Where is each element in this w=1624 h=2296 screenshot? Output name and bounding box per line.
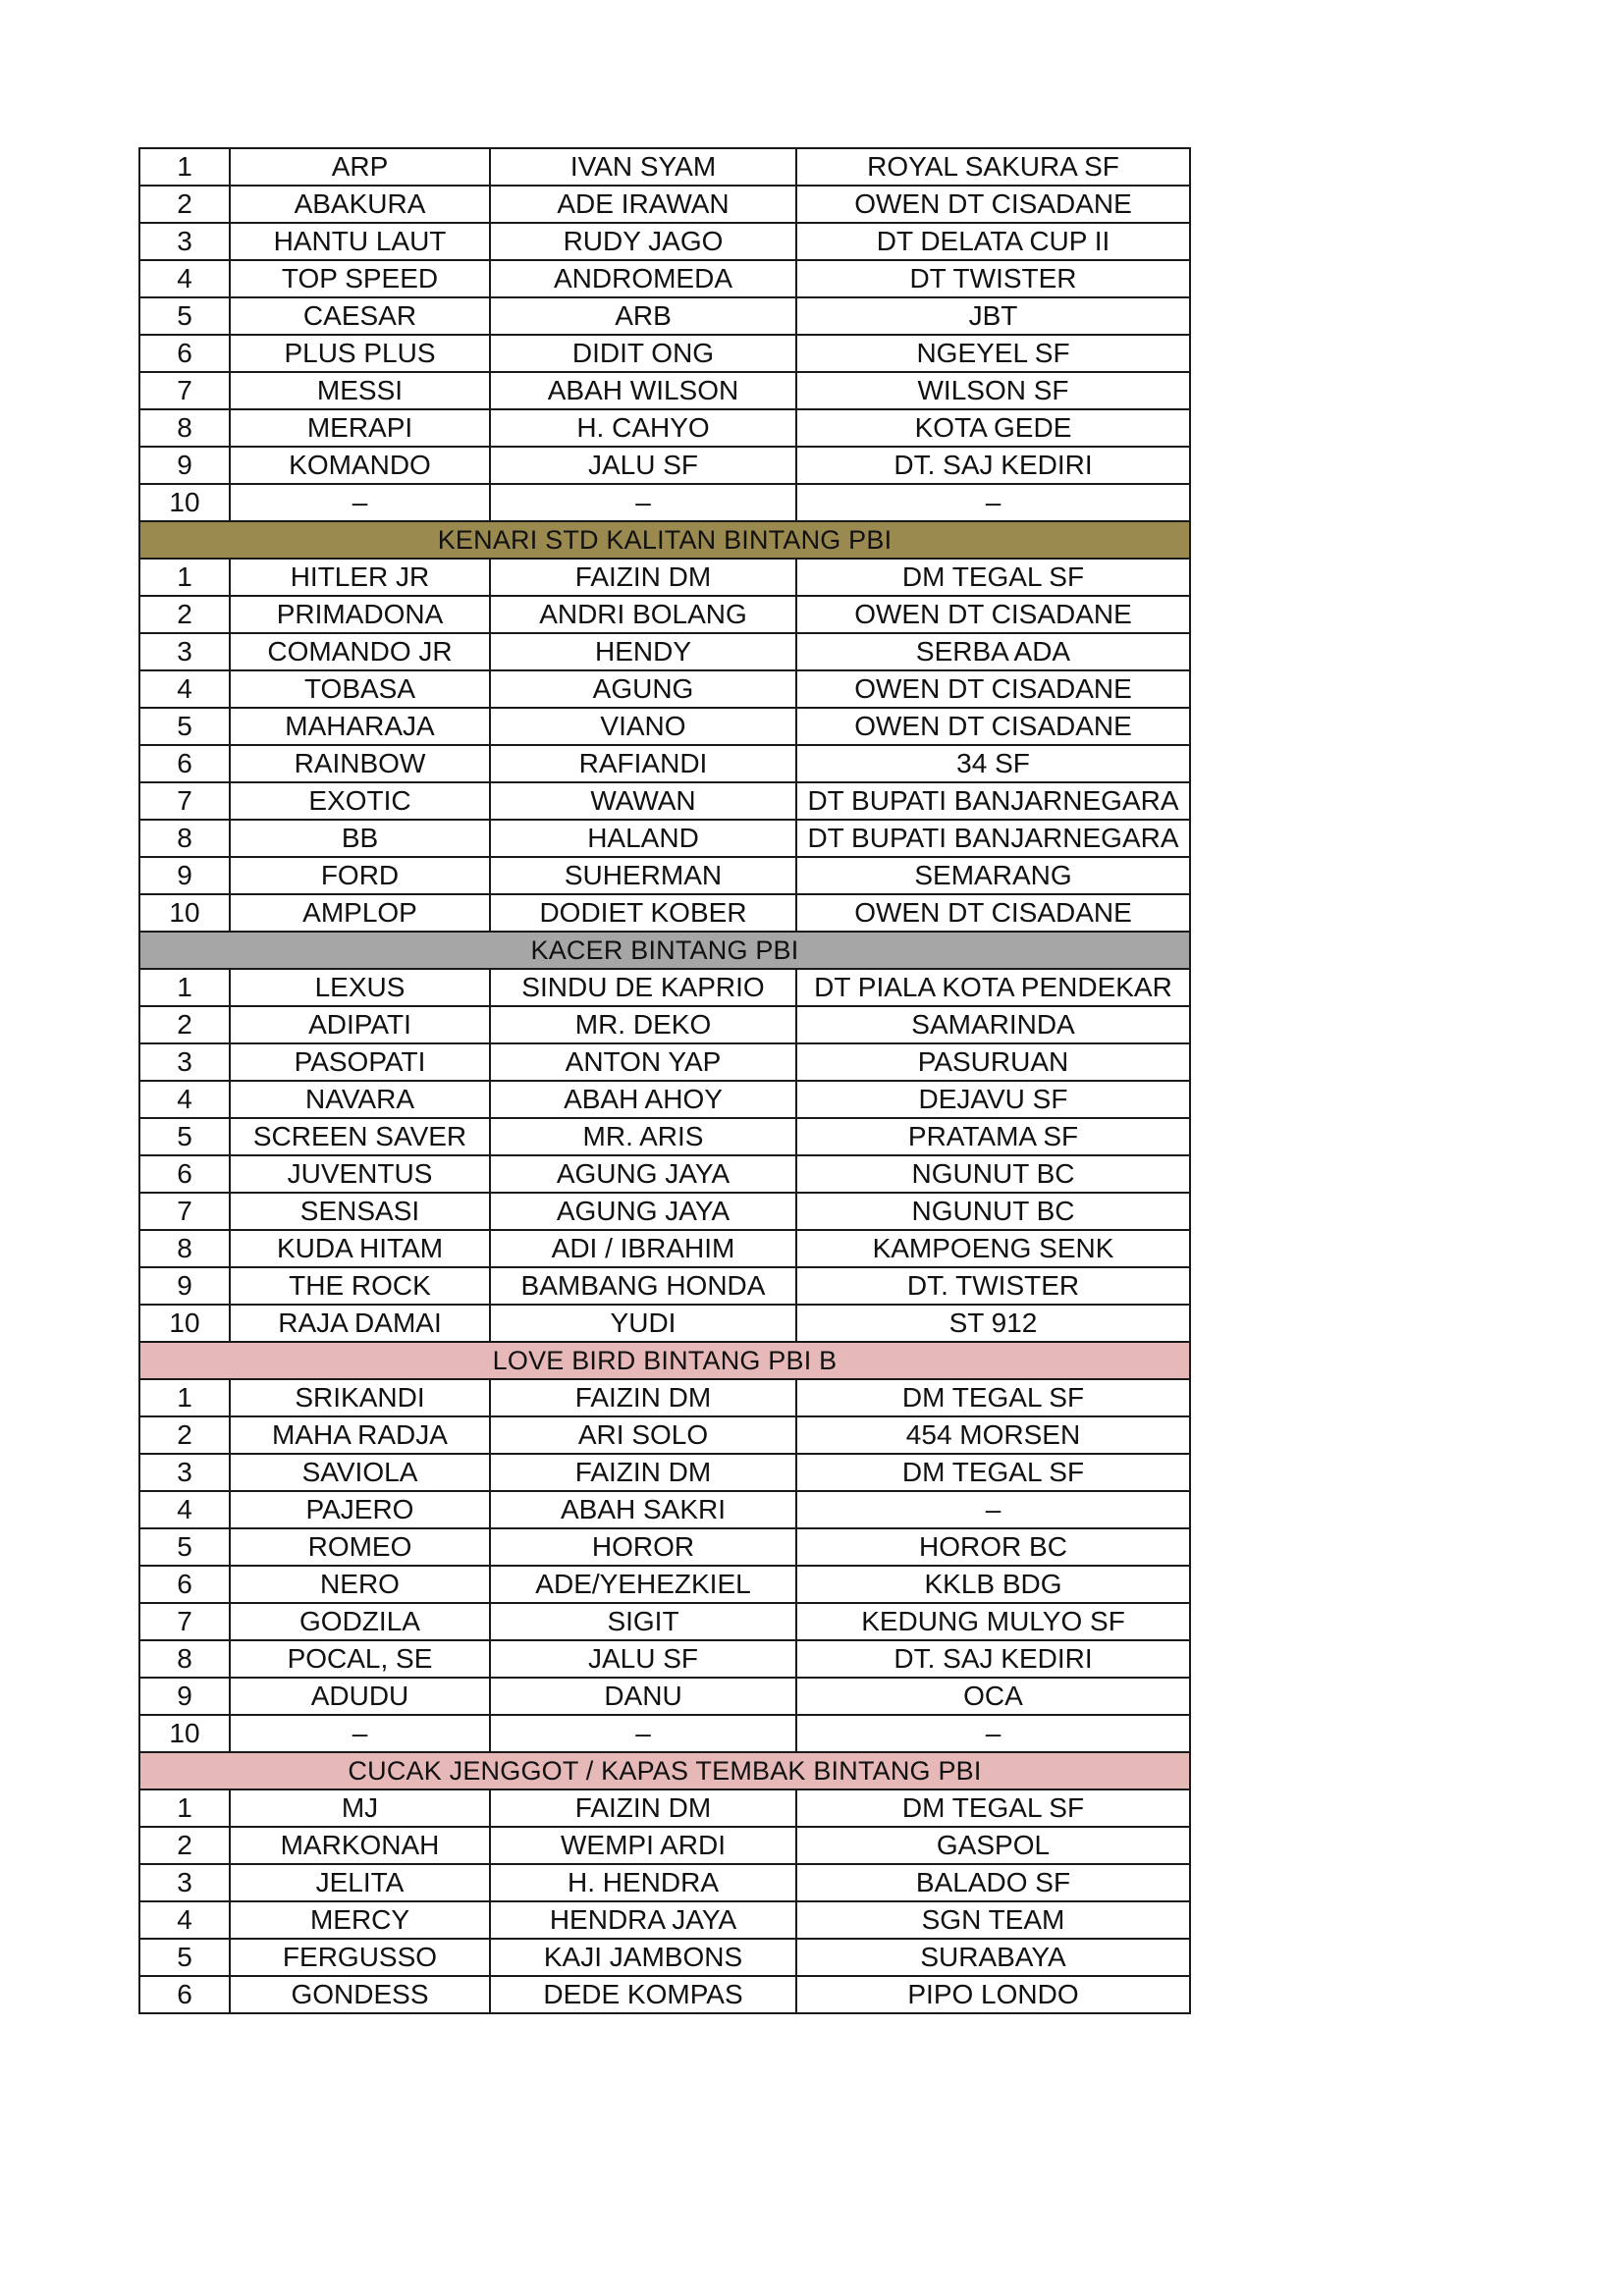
bird-name-cell: NAVARA bbox=[230, 1081, 490, 1118]
bird-name-cell: KUDA HITAM bbox=[230, 1230, 490, 1267]
rank-cell: 4 bbox=[139, 1081, 230, 1118]
rank-cell: 4 bbox=[139, 1491, 230, 1528]
owner-cell: MR. ARIS bbox=[490, 1118, 796, 1155]
bird-name-cell: JELITA bbox=[230, 1864, 490, 1901]
section-header-row bbox=[139, 932, 1190, 969]
rank-cell: 3 bbox=[139, 1454, 230, 1491]
owner-cell: IVAN SYAM bbox=[490, 148, 796, 186]
owner-cell: JALU SF bbox=[490, 1640, 796, 1678]
team-cell: DEJAVU SF bbox=[796, 1081, 1190, 1118]
table-row bbox=[139, 1789, 1190, 1827]
table-row bbox=[139, 447, 1190, 484]
owner-cell: DEDE KOMPAS bbox=[490, 1976, 796, 2013]
bird-name-cell: MERAPI bbox=[230, 409, 490, 447]
team-cell: DT BUPATI BANJARNEGARA bbox=[796, 820, 1190, 857]
table-row bbox=[139, 1267, 1190, 1305]
owner-cell: ABAH AHOY bbox=[490, 1081, 796, 1118]
rank-cell: 2 bbox=[139, 186, 230, 223]
rank-cell: 8 bbox=[139, 820, 230, 857]
table-row bbox=[139, 1678, 1190, 1715]
bird-name-cell: MJ bbox=[230, 1789, 490, 1827]
rank-cell: 4 bbox=[139, 670, 230, 708]
team-cell: PASURUAN bbox=[796, 1043, 1190, 1081]
rank-cell: 1 bbox=[139, 148, 230, 186]
section-title: KENARI STD KALITAN BINTANG PBI bbox=[139, 521, 1190, 559]
section-title: LOVE BIRD BINTANG PBI B bbox=[139, 1342, 1190, 1379]
rank-cell: 4 bbox=[139, 260, 230, 297]
team-cell: DT. SAJ KEDIRI bbox=[796, 447, 1190, 484]
table-row bbox=[139, 894, 1190, 932]
bird-name-cell: FORD bbox=[230, 857, 490, 894]
owner-cell: ANDROMEDA bbox=[490, 260, 796, 297]
owner-cell: BAMBANG HONDA bbox=[490, 1267, 796, 1305]
bird-name-cell: BB bbox=[230, 820, 490, 857]
rank-cell: 2 bbox=[139, 1006, 230, 1043]
team-cell: SGN TEAM bbox=[796, 1901, 1190, 1939]
rank-cell: 1 bbox=[139, 1789, 230, 1827]
table-row bbox=[139, 1454, 1190, 1491]
rank-cell: 6 bbox=[139, 745, 230, 782]
bird-name-cell: FERGUSSO bbox=[230, 1939, 490, 1976]
table-row bbox=[139, 372, 1190, 409]
rank-cell: 9 bbox=[139, 447, 230, 484]
rank-cell: 5 bbox=[139, 1939, 230, 1976]
team-cell: OWEN DT CISADANE bbox=[796, 708, 1190, 745]
owner-cell: SIGIT bbox=[490, 1603, 796, 1640]
bird-name-cell: RAJA DAMAI bbox=[230, 1305, 490, 1342]
bird-name-cell: PLUS PLUS bbox=[230, 335, 490, 372]
table-row bbox=[139, 1379, 1190, 1416]
rank-cell: 3 bbox=[139, 223, 230, 260]
team-cell: DT DELATA CUP II bbox=[796, 223, 1190, 260]
results-body bbox=[139, 148, 1190, 2013]
table-row bbox=[139, 1043, 1190, 1081]
owner-cell: AGUNG JAYA bbox=[490, 1193, 796, 1230]
team-cell: SAMARINDA bbox=[796, 1006, 1190, 1043]
rank-cell: 6 bbox=[139, 1566, 230, 1603]
rank-cell: 5 bbox=[139, 1528, 230, 1566]
rank-cell: 8 bbox=[139, 409, 230, 447]
table-row bbox=[139, 633, 1190, 670]
owner-cell: ARB bbox=[490, 297, 796, 335]
rank-cell: 8 bbox=[139, 1640, 230, 1678]
owner-cell: SUHERMAN bbox=[490, 857, 796, 894]
team-cell: OWEN DT CISADANE bbox=[796, 894, 1190, 932]
owner-cell: KAJI JAMBONS bbox=[490, 1939, 796, 1976]
bird-name-cell: – bbox=[230, 484, 490, 521]
bird-name-cell: ABAKURA bbox=[230, 186, 490, 223]
table-row bbox=[139, 409, 1190, 447]
rank-cell: 8 bbox=[139, 1230, 230, 1267]
rank-cell: 2 bbox=[139, 1416, 230, 1454]
bird-name-cell: ADUDU bbox=[230, 1678, 490, 1715]
bird-name-cell: PASOPATI bbox=[230, 1043, 490, 1081]
team-cell: – bbox=[796, 1715, 1190, 1752]
table-row bbox=[139, 1305, 1190, 1342]
table-row bbox=[139, 969, 1190, 1006]
bird-name-cell: POCAL, SE bbox=[230, 1640, 490, 1678]
table-row bbox=[139, 223, 1190, 260]
bird-name-cell: THE ROCK bbox=[230, 1267, 490, 1305]
table-row bbox=[139, 1827, 1190, 1864]
rank-cell: 10 bbox=[139, 1305, 230, 1342]
rank-cell: 6 bbox=[139, 335, 230, 372]
team-cell: JBT bbox=[796, 297, 1190, 335]
bird-name-cell: ROMEO bbox=[230, 1528, 490, 1566]
table-row bbox=[139, 297, 1190, 335]
owner-cell: ADE/YEHEZKIEL bbox=[490, 1566, 796, 1603]
team-cell: NGEYEL SF bbox=[796, 335, 1190, 372]
team-cell: OWEN DT CISADANE bbox=[796, 596, 1190, 633]
bird-name-cell: ARP bbox=[230, 148, 490, 186]
table-row bbox=[139, 1416, 1190, 1454]
team-cell: DT TWISTER bbox=[796, 260, 1190, 297]
owner-cell: DIDIT ONG bbox=[490, 335, 796, 372]
rank-cell: 5 bbox=[139, 297, 230, 335]
owner-cell: DODIET KOBER bbox=[490, 894, 796, 932]
table-row bbox=[139, 670, 1190, 708]
owner-cell: ANTON YAP bbox=[490, 1043, 796, 1081]
bird-name-cell: RAINBOW bbox=[230, 745, 490, 782]
rank-cell: 3 bbox=[139, 1043, 230, 1081]
table-row bbox=[139, 148, 1190, 186]
team-cell: BALADO SF bbox=[796, 1864, 1190, 1901]
team-cell: ST 912 bbox=[796, 1305, 1190, 1342]
team-cell: GASPOL bbox=[796, 1827, 1190, 1864]
owner-cell: FAIZIN DM bbox=[490, 1379, 796, 1416]
team-cell: WILSON SF bbox=[796, 372, 1190, 409]
team-cell: DM TEGAL SF bbox=[796, 1789, 1190, 1827]
table-row bbox=[139, 1640, 1190, 1678]
owner-cell: RAFIANDI bbox=[490, 745, 796, 782]
team-cell: 454 MORSEN bbox=[796, 1416, 1190, 1454]
team-cell: OWEN DT CISADANE bbox=[796, 670, 1190, 708]
table-row bbox=[139, 708, 1190, 745]
team-cell: KEDUNG MULYO SF bbox=[796, 1603, 1190, 1640]
table-row bbox=[139, 1939, 1190, 1976]
table-row bbox=[139, 596, 1190, 633]
table-row bbox=[139, 1566, 1190, 1603]
bird-name-cell: GODZILA bbox=[230, 1603, 490, 1640]
bird-name-cell: JUVENTUS bbox=[230, 1155, 490, 1193]
table-row bbox=[139, 1901, 1190, 1939]
bird-name-cell: SRIKANDI bbox=[230, 1379, 490, 1416]
rank-cell: 1 bbox=[139, 559, 230, 596]
bird-name-cell: LEXUS bbox=[230, 969, 490, 1006]
table-row bbox=[139, 1118, 1190, 1155]
rank-cell: 7 bbox=[139, 1603, 230, 1640]
owner-cell: JALU SF bbox=[490, 447, 796, 484]
bird-name-cell: SCREEN SAVER bbox=[230, 1118, 490, 1155]
rank-cell: 9 bbox=[139, 857, 230, 894]
rank-cell: 2 bbox=[139, 596, 230, 633]
owner-cell: ARI SOLO bbox=[490, 1416, 796, 1454]
rank-cell: 4 bbox=[139, 1901, 230, 1939]
bird-name-cell: ADIPATI bbox=[230, 1006, 490, 1043]
bird-name-cell: KOMANDO bbox=[230, 447, 490, 484]
team-cell: 34 SF bbox=[796, 745, 1190, 782]
team-cell: DT. TWISTER bbox=[796, 1267, 1190, 1305]
bird-name-cell: GONDESS bbox=[230, 1976, 490, 2013]
owner-cell: HENDRA JAYA bbox=[490, 1901, 796, 1939]
rank-cell: 10 bbox=[139, 484, 230, 521]
owner-cell: HENDY bbox=[490, 633, 796, 670]
table-row bbox=[139, 484, 1190, 521]
team-cell: KOTA GEDE bbox=[796, 409, 1190, 447]
team-cell: PRATAMA SF bbox=[796, 1118, 1190, 1155]
owner-cell: DANU bbox=[490, 1678, 796, 1715]
bird-name-cell: COMANDO JR bbox=[230, 633, 490, 670]
bird-name-cell: TOP SPEED bbox=[230, 260, 490, 297]
table-row bbox=[139, 1230, 1190, 1267]
owner-cell: FAIZIN DM bbox=[490, 1789, 796, 1827]
team-cell: SERBA ADA bbox=[796, 633, 1190, 670]
rank-cell: 1 bbox=[139, 969, 230, 1006]
bird-name-cell: HANTU LAUT bbox=[230, 223, 490, 260]
bird-name-cell: MERCY bbox=[230, 1901, 490, 1939]
team-cell: DT PIALA KOTA PENDEKAR bbox=[796, 969, 1190, 1006]
rank-cell: 6 bbox=[139, 1976, 230, 2013]
table-row bbox=[139, 1715, 1190, 1752]
bird-name-cell: PAJERO bbox=[230, 1491, 490, 1528]
team-cell: SURABAYA bbox=[796, 1939, 1190, 1976]
bird-name-cell: TOBASA bbox=[230, 670, 490, 708]
bird-name-cell: MAHARAJA bbox=[230, 708, 490, 745]
table-row bbox=[139, 1528, 1190, 1566]
bird-name-cell: MAHA RADJA bbox=[230, 1416, 490, 1454]
section-header-row bbox=[139, 521, 1190, 559]
team-cell: ROYAL SAKURA SF bbox=[796, 148, 1190, 186]
team-cell: KKLB BDG bbox=[796, 1566, 1190, 1603]
team-cell: KAMPOENG SENK bbox=[796, 1230, 1190, 1267]
bird-name-cell: – bbox=[230, 1715, 490, 1752]
owner-cell: ANDRI BOLANG bbox=[490, 596, 796, 633]
team-cell: DM TEGAL SF bbox=[796, 559, 1190, 596]
owner-cell: FAIZIN DM bbox=[490, 1454, 796, 1491]
rank-cell: 7 bbox=[139, 1193, 230, 1230]
rank-cell: 3 bbox=[139, 633, 230, 670]
rank-cell: 2 bbox=[139, 1827, 230, 1864]
table-row bbox=[139, 335, 1190, 372]
owner-cell: – bbox=[490, 484, 796, 521]
owner-cell: YUDI bbox=[490, 1305, 796, 1342]
rank-cell: 1 bbox=[139, 1379, 230, 1416]
bird-name-cell: HITLER JR bbox=[230, 559, 490, 596]
section-header-row bbox=[139, 1752, 1190, 1789]
team-cell: DM TEGAL SF bbox=[796, 1379, 1190, 1416]
team-cell: SEMARANG bbox=[796, 857, 1190, 894]
bird-name-cell: PRIMADONA bbox=[230, 596, 490, 633]
owner-cell: RUDY JAGO bbox=[490, 223, 796, 260]
bird-name-cell: AMPLOP bbox=[230, 894, 490, 932]
table-row bbox=[139, 260, 1190, 297]
owner-cell: ADI / IBRAHIM bbox=[490, 1230, 796, 1267]
rank-cell: 6 bbox=[139, 1155, 230, 1193]
team-cell: PIPO LONDO bbox=[796, 1976, 1190, 2013]
table-row bbox=[139, 186, 1190, 223]
table-row bbox=[139, 1081, 1190, 1118]
owner-cell: ABAH SAKRI bbox=[490, 1491, 796, 1528]
team-cell: NGUNUT BC bbox=[796, 1193, 1190, 1230]
section-title: KACER BINTANG PBI bbox=[139, 932, 1190, 969]
rank-cell: 7 bbox=[139, 782, 230, 820]
section-header-row bbox=[139, 1342, 1190, 1379]
owner-cell: AGUNG JAYA bbox=[490, 1155, 796, 1193]
table-row bbox=[139, 820, 1190, 857]
owner-cell: H. HENDRA bbox=[490, 1864, 796, 1901]
rank-cell: 9 bbox=[139, 1267, 230, 1305]
rank-cell: 3 bbox=[139, 1864, 230, 1901]
team-cell: – bbox=[796, 484, 1190, 521]
owner-cell: WAWAN bbox=[490, 782, 796, 820]
bird-name-cell: NERO bbox=[230, 1566, 490, 1603]
team-cell: DT. SAJ KEDIRI bbox=[796, 1640, 1190, 1678]
owner-cell: SINDU DE KAPRIO bbox=[490, 969, 796, 1006]
owner-cell: MR. DEKO bbox=[490, 1006, 796, 1043]
team-cell: OWEN DT CISADANE bbox=[796, 186, 1190, 223]
owner-cell: WEMPI ARDI bbox=[490, 1827, 796, 1864]
bird-name-cell: MARKONAH bbox=[230, 1827, 490, 1864]
owner-cell: VIANO bbox=[490, 708, 796, 745]
team-cell: DT BUPATI BANJARNEGARA bbox=[796, 782, 1190, 820]
team-cell: HOROR BC bbox=[796, 1528, 1190, 1566]
team-cell: NGUNUT BC bbox=[796, 1155, 1190, 1193]
table-row bbox=[139, 1155, 1190, 1193]
table-row bbox=[139, 1006, 1190, 1043]
team-cell: – bbox=[796, 1491, 1190, 1528]
table-row bbox=[139, 857, 1190, 894]
owner-cell: HALAND bbox=[490, 820, 796, 857]
bird-name-cell: MESSI bbox=[230, 372, 490, 409]
owner-cell: H. CAHYO bbox=[490, 409, 796, 447]
rank-cell: 10 bbox=[139, 894, 230, 932]
rank-cell: 7 bbox=[139, 372, 230, 409]
results-table bbox=[138, 147, 1191, 2014]
owner-cell: – bbox=[490, 1715, 796, 1752]
section-title: CUCAK JENGGOT / KAPAS TEMBAK BINTANG PBI bbox=[139, 1752, 1190, 1789]
owner-cell: ABAH WILSON bbox=[490, 372, 796, 409]
table-row bbox=[139, 1603, 1190, 1640]
owner-cell: AGUNG bbox=[490, 670, 796, 708]
rank-cell: 5 bbox=[139, 708, 230, 745]
rank-cell: 5 bbox=[139, 1118, 230, 1155]
team-cell: OCA bbox=[796, 1678, 1190, 1715]
table-row bbox=[139, 1491, 1190, 1528]
table-row bbox=[139, 1864, 1190, 1901]
rank-cell: 9 bbox=[139, 1678, 230, 1715]
table-row bbox=[139, 745, 1190, 782]
bird-name-cell: CAESAR bbox=[230, 297, 490, 335]
owner-cell: FAIZIN DM bbox=[490, 559, 796, 596]
team-cell: DM TEGAL SF bbox=[796, 1454, 1190, 1491]
table-row bbox=[139, 1193, 1190, 1230]
bird-name-cell: SENSASI bbox=[230, 1193, 490, 1230]
table-row bbox=[139, 1976, 1190, 2013]
table-row bbox=[139, 782, 1190, 820]
owner-cell: HOROR bbox=[490, 1528, 796, 1566]
rank-cell: 10 bbox=[139, 1715, 230, 1752]
table-row bbox=[139, 559, 1190, 596]
bird-name-cell: EXOTIC bbox=[230, 782, 490, 820]
bird-name-cell: SAVIOLA bbox=[230, 1454, 490, 1491]
owner-cell: ADE IRAWAN bbox=[490, 186, 796, 223]
